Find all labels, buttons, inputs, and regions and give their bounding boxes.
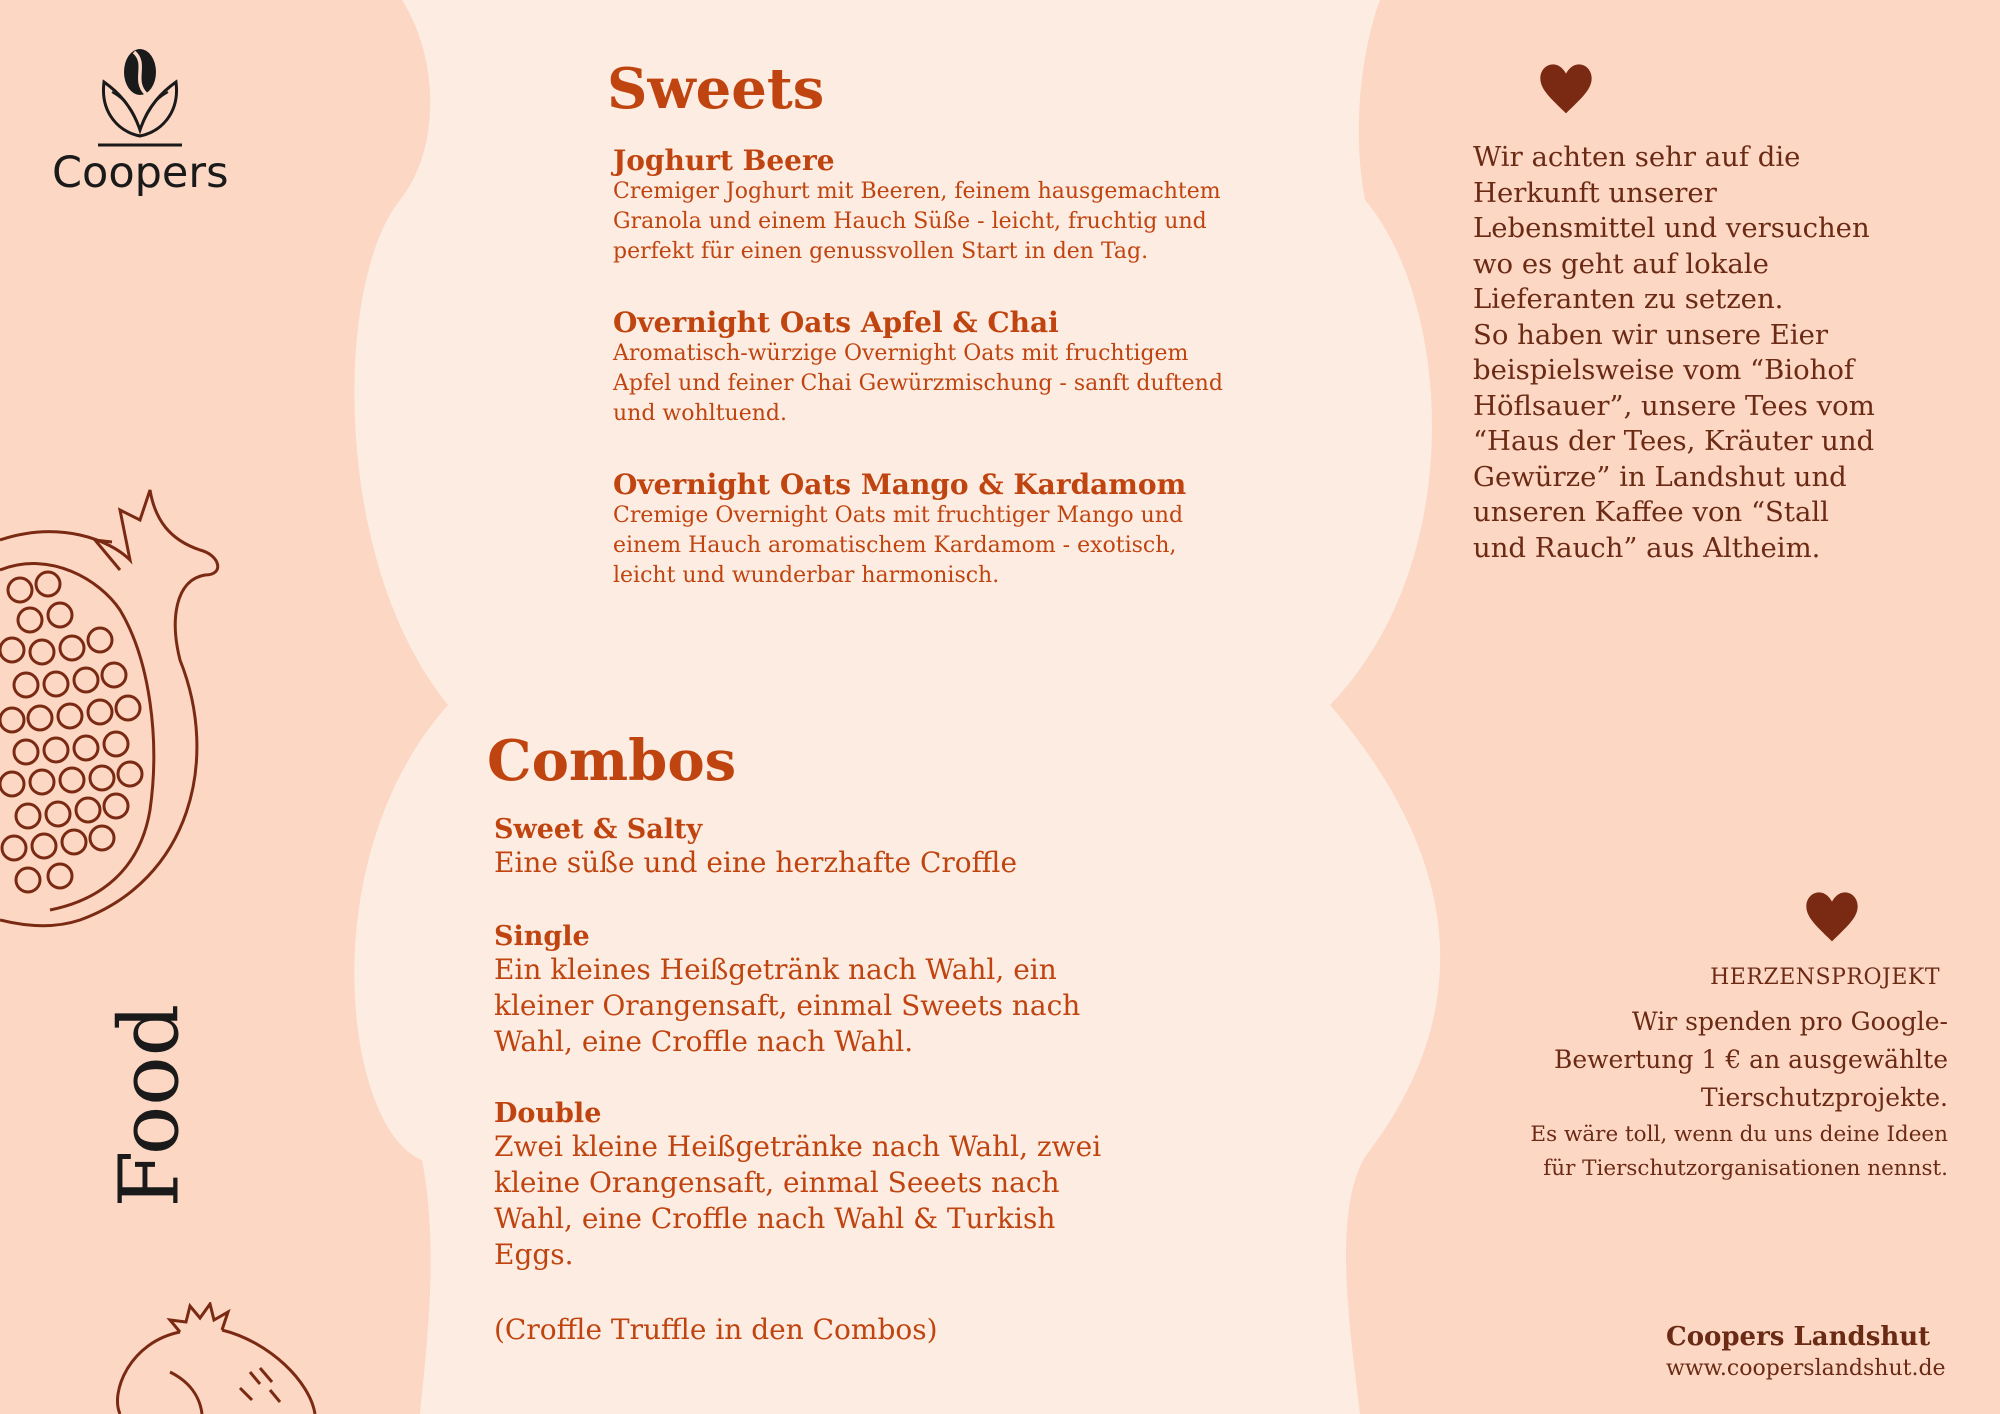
item-description	[613, 177, 1253, 267]
item-name: Overnight Oats Mango & Kardamom	[613, 468, 1187, 501]
combo-name: Double	[494, 1098, 602, 1129]
combo-item	[494, 921, 1114, 1060]
combo-name: Single	[494, 921, 590, 952]
item-description	[613, 339, 1253, 429]
item-description-line: Aromatisch-würzige Overnight Oats mit fruchtigem	[613, 341, 1189, 366]
item-description-line: Apfel und feiner Chai Gewürzmischung - sanft duftend	[613, 371, 1223, 396]
item-description-line: leicht und wunderbar harmonisch.	[613, 563, 1000, 588]
origin-info-line: “Haus der Tees, Kräuter und	[1473, 425, 1875, 457]
item-description	[613, 501, 1253, 591]
item-description-line: und wohltuend.	[613, 401, 787, 426]
combo-item	[494, 814, 1114, 881]
combo-description-line: Eine süße und eine herzhafte Croffle	[494, 846, 1018, 879]
item-name: Joghurt Beere	[613, 144, 835, 177]
origin-info-line: Gewürze” in Landshut und	[1473, 460, 1847, 493]
herzensprojekt-note-line: Es wäre toll, wenn du uns deine Ideen	[1530, 1122, 1948, 1147]
origin-info-line: Wir achten sehr auf die	[1473, 141, 1801, 173]
section-side-label: Food	[102, 1003, 198, 1208]
combo-description-line: kleine Orangensaft, einmal Seeets nach	[494, 1166, 1060, 1199]
sweets-item	[613, 306, 1253, 429]
herzensprojekt-note	[1530, 1118, 1948, 1186]
combos-title: Combos	[487, 728, 737, 794]
item-description-line: Cremige Overnight Oats mit fruchtiger Mango und	[613, 503, 1184, 528]
combo-description-line: kleiner Orangensaft, einmal Sweets nach	[494, 989, 1081, 1022]
origin-info-line: wo es geht auf lokale	[1473, 247, 1769, 280]
item-description-line: Cremiger Joghurt mit Beeren, feinem hausgemachtem	[613, 179, 1221, 204]
herzensprojekt-line: Bewertung 1 € an ausgewählte	[1553, 1045, 1948, 1074]
item-description-line: perfekt für einen genussvollen Start in den Tag.	[613, 239, 1149, 264]
combo-description-line: Ein kleines Heißgetränk nach Wahl, ein	[494, 953, 1057, 986]
origin-info-line: Höflsauer”, unsere Tees vom	[1473, 389, 1875, 422]
origin-info-line: unseren Kaffee von “Stall	[1473, 496, 1829, 528]
item-description-line: Granola und einem Hauch Süße - leicht, fruchtig und	[613, 209, 1207, 234]
brand-name: Coopers	[52, 148, 229, 198]
herzensprojekt-text	[1554, 1003, 1948, 1117]
herzensprojekt-line: Tierschutzprojekte.	[1700, 1083, 1948, 1112]
combo-item	[494, 1098, 1114, 1273]
combo-name: Sweet & Salty	[494, 814, 703, 845]
origin-info-text	[1473, 140, 1893, 566]
sweets-title: Sweets	[607, 56, 825, 122]
item-description-line: einem Hauch aromatischem Kardamom - exotisch,	[613, 533, 1177, 558]
combo-description-line: Wahl, eine Croffle nach Wahl & Turkish	[494, 1202, 1056, 1235]
origin-info-line: Herkunft unserer	[1473, 176, 1717, 209]
combo-description-line: Zwei kleine Heißgetränke nach Wahl, zwei	[494, 1130, 1102, 1163]
item-name: Overnight Oats Apfel & Chai	[613, 306, 1059, 339]
combo-description	[494, 1129, 1114, 1273]
origin-info-line: Lieferanten zu setzen.	[1473, 283, 1784, 315]
footer-business-name: Coopers Landshut	[1666, 1322, 1931, 1352]
pomegranate-bottom-illustration	[110, 1302, 320, 1414]
brand-logo	[90, 44, 190, 149]
combos-note: (Croffle Truffle in den Combos)	[494, 1313, 938, 1346]
origin-info-line: beispielsweise vom “Biohof	[1473, 354, 1855, 386]
herzensprojekt-note-line: für Tierschutzorganisationen nennst.	[1543, 1156, 1948, 1181]
combo-description	[494, 952, 1114, 1060]
origin-info-line: und Rauch” aus Altheim.	[1473, 531, 1821, 564]
combo-description-line: Eggs.	[494, 1238, 574, 1271]
pomegranate-illustration	[0, 480, 230, 940]
combo-description	[494, 845, 1114, 881]
footer-website-link[interactable]: www.cooperslandshut.de	[1666, 1356, 1946, 1381]
origin-info-line: Lebensmittel und versuchen	[1473, 212, 1870, 244]
herzensprojekt-title: HERZENSPROJEKT	[1710, 965, 1940, 990]
origin-info-line: So haben wir unsere Eier	[1473, 318, 1829, 351]
herzensprojekt-line: Wir spenden pro Google-	[1632, 1007, 1948, 1036]
combo-description-line: Wahl, eine Croffle nach Wahl.	[494, 1025, 914, 1058]
heart-icon	[1538, 62, 1594, 118]
coffee-bean-leaf-logo-icon	[90, 44, 190, 149]
heart-icon	[1804, 890, 1860, 946]
sweets-item	[613, 144, 1253, 267]
sweets-item	[613, 468, 1253, 591]
